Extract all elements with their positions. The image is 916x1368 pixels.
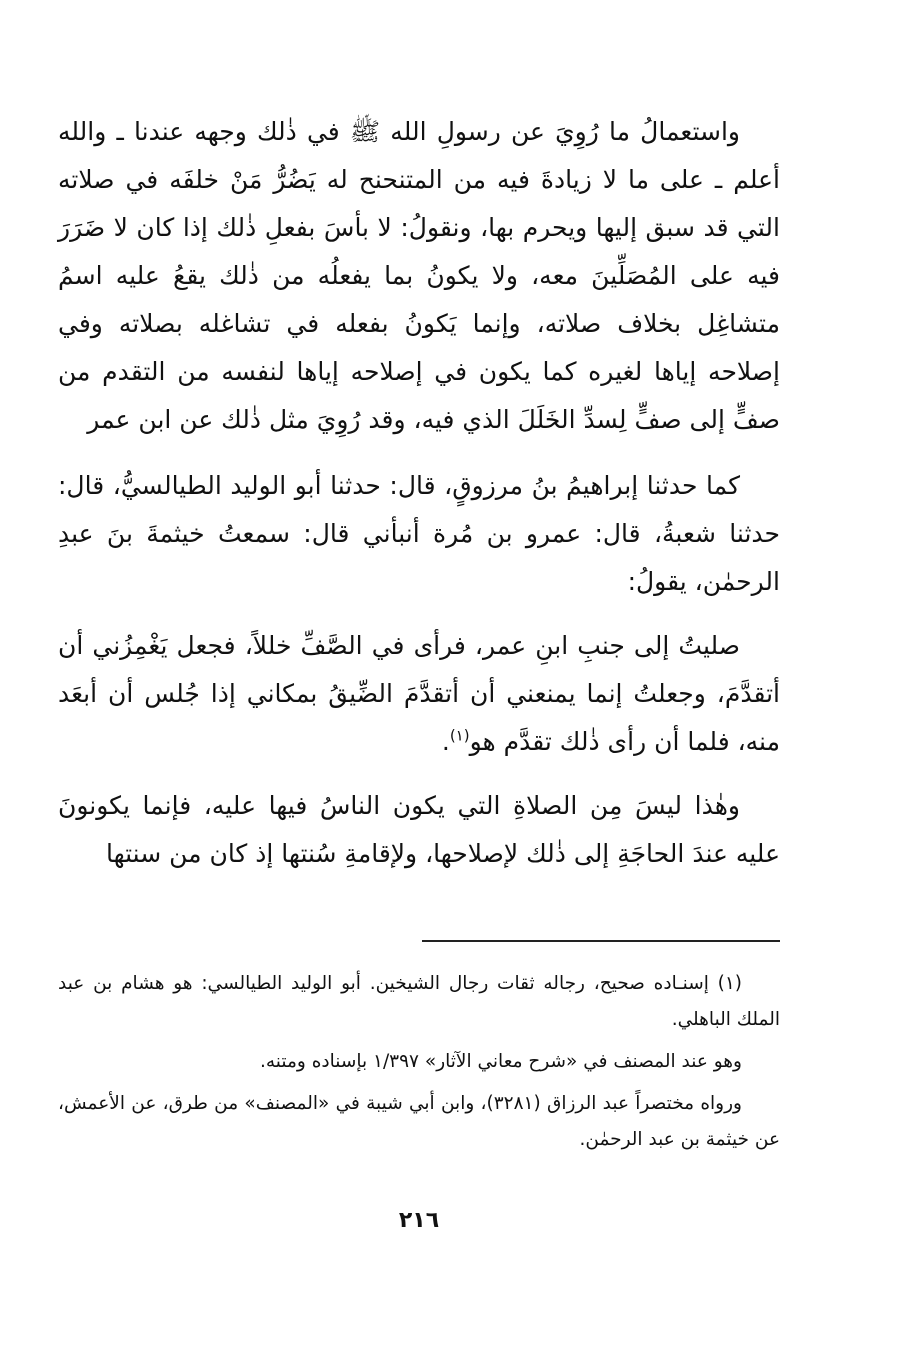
footnote-2: وهو عند المصنف في «شرح معاني الآثار» ١/٣٩٧ بإسناده ومتنه.	[260, 1051, 742, 1072]
paragraph-4: وهٰذا ليسَ مِن الصلاةِ التي يكون الناسُ فيها عليه، فإنما يكونونَ عليه عندَ الحاجَةِ إلى ذٰلك لإصلاحها، ولإقامةِ سُنتها إذ كان من سنتها	[58, 791, 780, 868]
paragraph-3-end: .	[441, 727, 450, 756]
footnote-3: ورواه مختصراً عبد الرزاق (٣٢٨١)، وابن أبي شيبة في «المصنف» من طرق، عن الأعمش، عن خيثمة بن عبد الرحمٰن.	[58, 1093, 780, 1150]
footnotes-section	[58, 966, 780, 1164]
book-page	[58, 108, 780, 1308]
footnote-1: (١) إسنـاده صحيح، رجاله ثقات رجال الشيخين. أبو الوليد الطيالسي: هو هشام بن عبد الملك الباهلي.	[58, 973, 780, 1030]
page-number: ٢١٦	[398, 1208, 440, 1233]
footnote-divider	[422, 940, 780, 942]
paragraph-1: واستعمالُ ما رُوِيَ عن رسولِ الله ﷺ في ذٰلك وجهه عندنا ـ والله أعلم ـ على ما لا زيادةَ فيه من المتنحنح له يَضُرُّ مَنْ خلفَه في صلاته التي قد سبق إليها ويحرم بها، ونقولُ: لا بأسَ بفعلِ ذٰلك إذا كان لا ضَرَرَ فيه على المُصَلِّينَ معه، ولا يكونُ بما يفعلُه من ذٰلك يقعُ عليه اسمُ متشاغِل بخلاف صلاته، وإنما يَكونُ بفعله في تشاغله بصلاته وفي إصلاحه إياها لغيره كما يكون في إصلاحه إياها لنفسه من التقدم من صفٍّ إلى صفٍّ لِسدِّ الخَلَلَ الذي فيه، وقد رُوِيَ مثل ذٰلك عن ابن عمر	[58, 117, 780, 434]
paragraph-3	[58, 622, 780, 766]
paragraph-2: كما حدثنا إبراهيمُ بنُ مرزوقٍ، قال: حدثنا أبو الوليد الطيالسيُّ، قال: حدثنا شعبةُ، قال: عمرو بن مُرة أنبأني قال: سمعتُ خيثمةَ بنَ عبدِ الرحمٰن، يقولُ:	[58, 471, 780, 596]
paragraph-3-text: صليتُ إلى جنبِ ابنِ عمر، فرأى في الصَّفِّ خللاً، فجعل يَغْمِزُني أن أتقدَّمَ، وجعلتُ إنما يمنعني أن أتقدَّمَ الضِّيقُ بمكاني إذا جُلس أن أبعَد منه، فلما أن رأى ذٰلك تقدَّم هو	[58, 631, 780, 756]
footnote-reference[interactable]: (١)	[449, 726, 470, 745]
